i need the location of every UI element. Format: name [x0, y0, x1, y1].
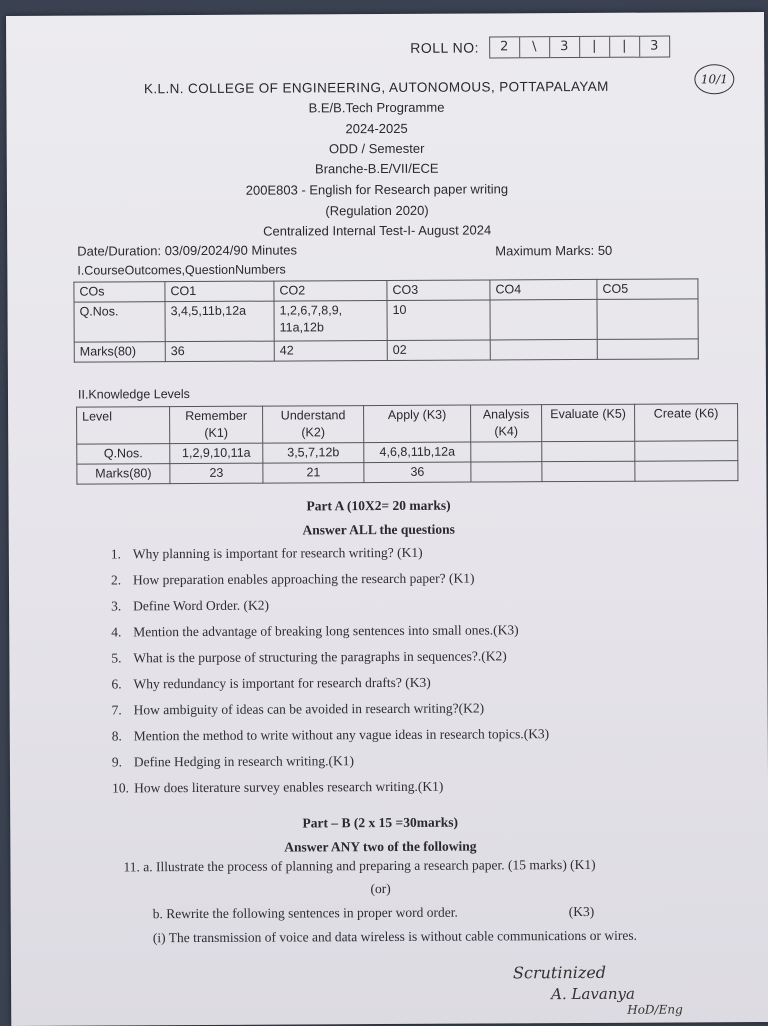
programme: B.E/B.Tech Programme	[308, 99, 445, 116]
table-cell: Understand (K2)	[263, 406, 364, 444]
question-text: How preparation enables approaching the research paper? (K1)	[132, 570, 475, 588]
table-cell	[490, 339, 597, 360]
question-9	[112, 753, 354, 770]
table-row	[77, 461, 738, 484]
table-cell: 3,5,7,12b	[263, 443, 364, 464]
table-cell: 4,6,8,11b,12a	[364, 442, 471, 463]
question-4	[111, 622, 518, 640]
question-text: How ambiguity of ideas can be avoided in research writing?(K2)	[133, 700, 485, 718]
table-cell	[635, 441, 738, 462]
part-b-instruction: Answer ANY two of the following	[284, 838, 477, 855]
question-11b-level: (K3)	[568, 903, 595, 920]
table-cell	[597, 299, 698, 340]
branch: Branche-B.E/VII/ECE	[314, 160, 439, 177]
table-cell	[490, 299, 597, 340]
roll-digit: \	[520, 37, 550, 57]
course-outcomes-title: I.CourseOutcomes,QuestionNumbers	[77, 262, 286, 278]
college-name: K.L.N. COLLEGE OF ENGINEERING, AUTONOMOUS, POTTAPALAYAM	[143, 78, 609, 97]
or-separator: (or)	[370, 880, 391, 897]
table-cell: 02	[387, 340, 490, 361]
table-cell: Remember (K1)	[170, 406, 263, 443]
question-number: 10.	[112, 780, 129, 796]
question-number: 9.	[111, 754, 123, 770]
question-number: 4.	[111, 624, 122, 640]
table-cell: CO2	[274, 280, 387, 301]
table-cell: Level	[77, 407, 170, 444]
table-cell: 36	[165, 341, 274, 362]
course-title: 200E803 - English for Research paper writing	[245, 181, 509, 198]
part-b-title: Part – B (2 x 15 =30marks)	[302, 814, 458, 831]
table-cell: Create (K6)	[635, 404, 738, 442]
table-cell: Q.Nos.	[77, 444, 170, 464]
knowledge-levels-table	[76, 403, 738, 484]
part-a-instruction: Answer ALL the questions	[302, 521, 455, 538]
table-cell: Analysis (K4)	[471, 405, 542, 442]
question-text: Define Hedging in research writing.(K1)	[133, 753, 355, 770]
semester: ODD / Semester	[328, 140, 425, 157]
question-1	[111, 545, 423, 563]
question-number: 7.	[111, 702, 122, 718]
question-text: Mention the advantage of breaking long sentences into small ones.(K3)	[133, 622, 519, 640]
table-cell	[635, 461, 738, 482]
table-cell: 36	[364, 462, 471, 483]
handwritten-designation: HoD/Eng	[627, 1002, 683, 1017]
maximum-marks: Maximum Marks: 50	[495, 242, 613, 259]
roll-digit: |	[580, 37, 610, 57]
handwritten-scrutinized: Scrutinized	[512, 962, 607, 983]
question-text: Why redundancy is important for research drafts? (K3)	[133, 674, 431, 692]
table-cell: Q.Nos.	[74, 302, 165, 342]
knowledge-levels-title: II.Knowledge Levels	[77, 387, 190, 402]
question-6	[111, 675, 430, 693]
table-cell: CO1	[165, 281, 274, 302]
academic-year: 2024-2025	[345, 120, 408, 137]
exam-paper	[6, 12, 768, 1026]
table-cell: 42	[274, 340, 387, 361]
table-cell	[471, 442, 542, 462]
table-cell: CO3	[387, 280, 490, 301]
date-duration: Date/Duration: 03/09/2024/90 Minutes	[77, 242, 297, 259]
question-7	[112, 700, 485, 718]
question-8	[112, 726, 549, 744]
table-row	[74, 299, 698, 342]
table-cell: 1,2,6,7,8,9, 11a,12b	[274, 300, 387, 341]
table-cell: 23	[170, 463, 263, 483]
question-number: 5.	[111, 650, 122, 666]
table-cell: 21	[263, 463, 364, 484]
question-2	[111, 571, 475, 589]
table-row	[77, 404, 738, 444]
roll-number-field	[410, 36, 670, 59]
question-11b: b. Rewrite the following sentences in proper word order.	[152, 904, 458, 922]
roll-digit: 2	[490, 37, 520, 57]
question-number: 8.	[111, 728, 122, 744]
table-cell: 1,2,9,10,11a	[170, 443, 263, 463]
part-a-title: Part A (10X2= 20 marks)	[306, 497, 451, 514]
roll-digit: |	[610, 37, 640, 57]
table-cell: Marks(80)	[77, 464, 170, 484]
question-11a: 11. a. Illustrate the process of planning and preparing a research paper. (15 marks) (K1)	[123, 856, 596, 875]
table-cell	[597, 339, 698, 360]
question-10	[112, 779, 443, 797]
table-cell: Marks(80)	[74, 342, 165, 362]
question-11b-i: (i) The transmission of voice and data wireless is without cable communications or wires.	[152, 927, 638, 946]
table-cell: CO4	[490, 279, 597, 300]
table-row	[74, 339, 698, 362]
table-cell: COs	[74, 282, 165, 302]
table-cell	[542, 441, 635, 461]
regulation: (Regulation 2020)	[325, 202, 429, 219]
table-cell	[542, 461, 635, 481]
handwritten-marks: 10/1	[694, 64, 734, 94]
question-3	[111, 598, 269, 615]
table-cell: Evaluate (K5)	[542, 404, 635, 441]
table-cell: Apply (K3)	[364, 405, 471, 443]
table-cell: 10	[387, 300, 490, 341]
roll-digit: 3	[650, 38, 659, 54]
test-name: Centralized Internal Test-I- August 2024	[263, 222, 492, 239]
table-cell: 3,4,5,11b,12a	[165, 301, 274, 342]
question-text: Why planning is important for research writing? (K1)	[132, 544, 423, 562]
course-outcomes-table	[73, 278, 698, 362]
question-text: Mention the method to write without any vague ideas in research topics.(K3)	[133, 726, 550, 744]
roll-digit: 3	[550, 37, 580, 57]
table-cell	[471, 462, 542, 482]
roll-label: ROLL NO:	[410, 39, 480, 56]
roll-boxes	[489, 36, 670, 59]
question-number: 2.	[110, 572, 122, 588]
question-text: What is the purpose of structuring the paragraphs in sequences?.(K2)	[133, 648, 507, 666]
table-cell: CO5	[597, 279, 698, 300]
question-number: 3.	[111, 598, 122, 614]
question-number: 6.	[111, 676, 122, 692]
question-text: Define Word Order. (K2)	[133, 597, 270, 614]
question-number: 1.	[110, 546, 121, 562]
handwritten-signature: A. Lavanya	[551, 984, 635, 1004]
question-5	[111, 648, 506, 666]
question-text: How does literature survey enables research writing.(K1)	[134, 778, 444, 796]
